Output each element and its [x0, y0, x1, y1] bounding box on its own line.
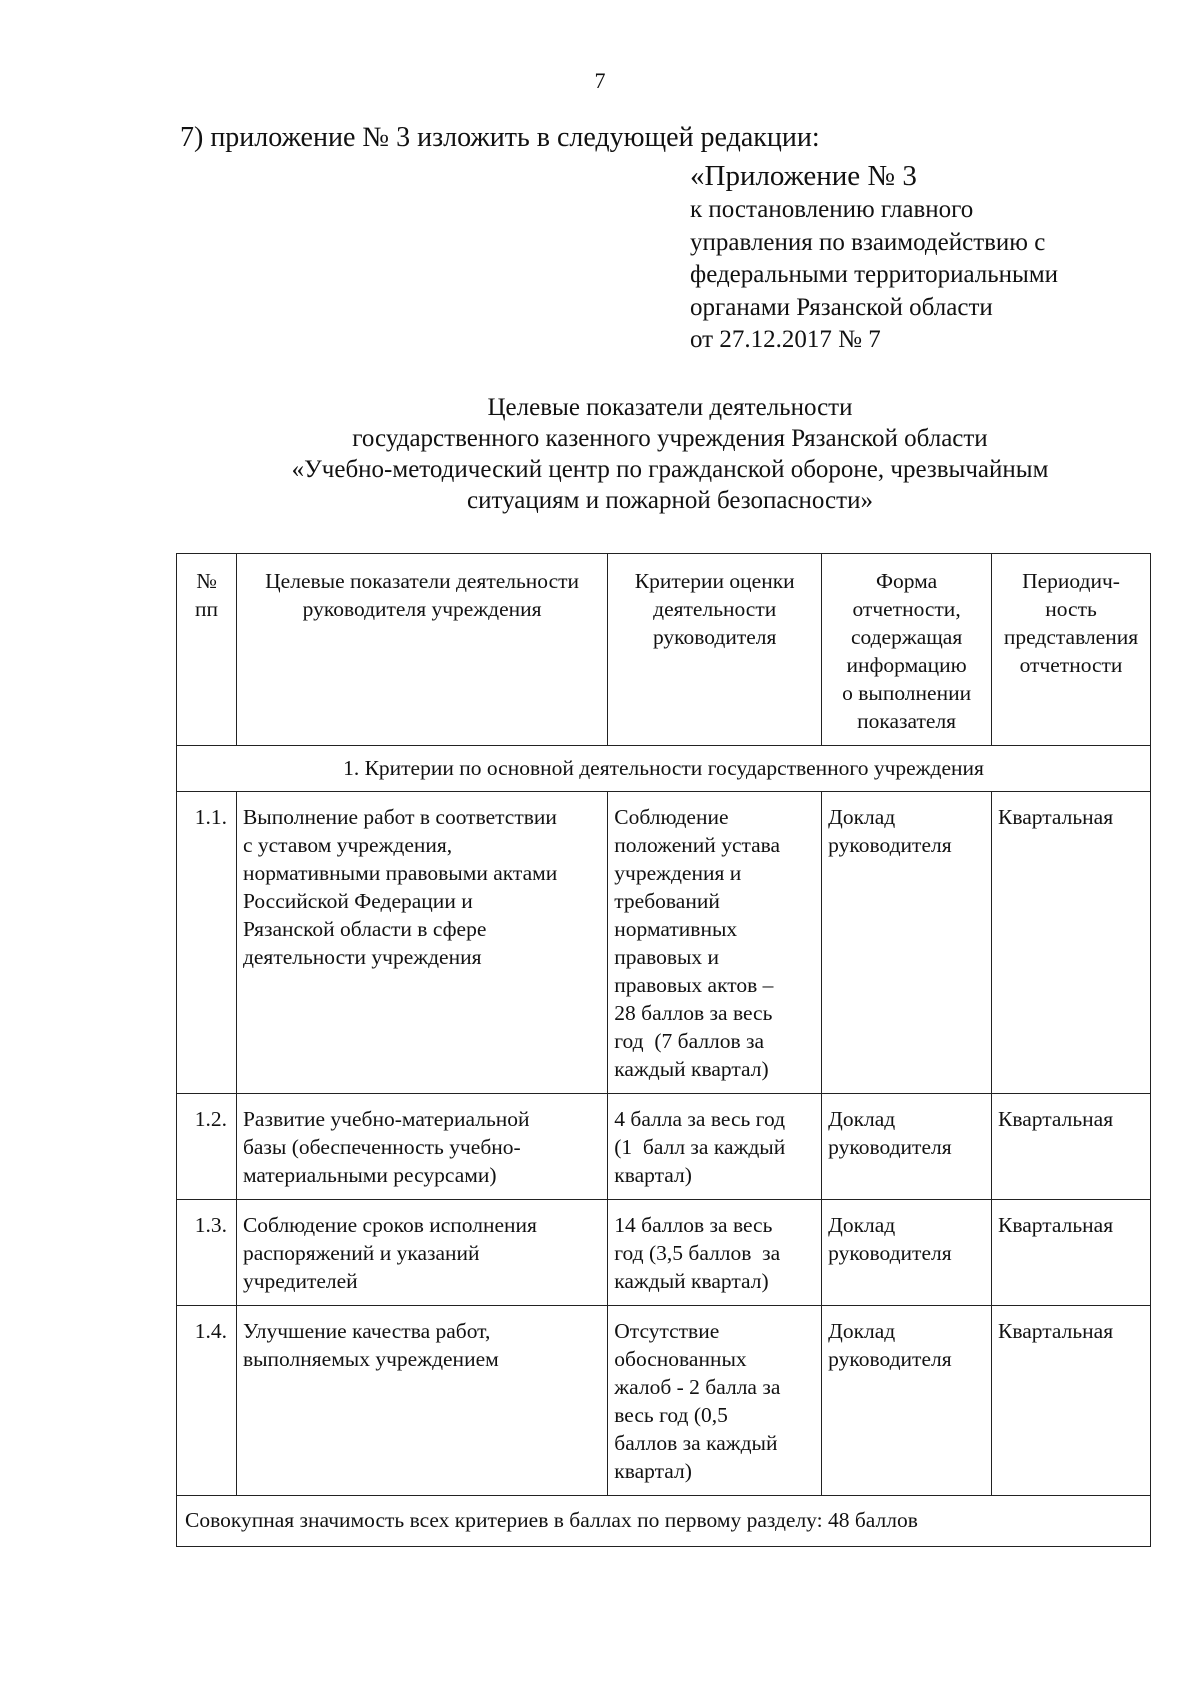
row-criteria: 4 балла за весь год (1 балл за каждый квартал) [608, 1094, 822, 1200]
page-number: 7 [594, 68, 606, 93]
row-periodicity: Квартальная [992, 792, 1151, 1094]
header-criteria: Критерии оценки деятельности руководителя [608, 554, 822, 746]
table-row [177, 1200, 1151, 1306]
row-indicator: Соблюдение сроков исполнения распоряжений и указаний учредителей [236, 1200, 607, 1306]
header-num: № пп [177, 554, 237, 746]
header-indicator: Целевые показатели деятельности руководителя учреждения [236, 554, 607, 746]
header-report-form: Форма отчетности, содержащая информацию о выполнении показателя [822, 554, 992, 746]
indicators-table [176, 553, 1151, 1547]
row-criteria: 14 баллов за весь год (3,5 баллов за каждый квартал) [608, 1200, 822, 1306]
row-number: 1.4. [177, 1306, 237, 1496]
row-number: 1.1. [177, 792, 237, 1094]
row-periodicity: Квартальная [992, 1200, 1151, 1306]
appendix-line: федеральными территориальными [690, 261, 1059, 288]
heading-line: государственного казенного учреждения Рязанской области [352, 425, 988, 452]
heading-line: ситуациям и пожарной безопасности» [467, 487, 873, 514]
amendment-intro: 7) приложение № 3 изложить в следующей редакции: [180, 122, 820, 153]
row-criteria: Соблюдение положений устава учреждения и требований нормативных правовых и правовых актов – 28 баллов за весь год (7 баллов за каждый квартал) [608, 792, 822, 1094]
row-report-form: Доклад руководителя [822, 1094, 992, 1200]
row-periodicity: Квартальная [992, 1306, 1151, 1496]
appendix-line: управления по взаимодействию с [690, 228, 1046, 256]
row-indicator: Улучшение качества работ, выполняемых учреждением [236, 1306, 607, 1496]
row-indicator: Развитие учебно-материальной базы (обеспеченность учебно- материальными ресурсами) [236, 1094, 607, 1200]
heading-line: Целевые показатели деятельности [487, 394, 853, 421]
total-score: Совокупная значимость всех критериев в баллах по первому разделу: 48 баллов [177, 1496, 1151, 1547]
section-title: 1. Критерии по основной деятельности государственного учреждения [177, 746, 1151, 792]
row-indicator: Выполнение работ в соответствии с уставом учреждения, нормативными правовыми актами Российской Федерации и Рязанской области в сфере деятельности учреждения [236, 792, 607, 1094]
section-row [177, 746, 1151, 792]
row-report-form: Доклад руководителя [822, 1306, 992, 1496]
appendix-line: к постановлению главного [690, 196, 974, 223]
appendix-line: органами Рязанской области [690, 293, 993, 321]
row-criteria: Отсутствие обоснованных жалоб - 2 балла за весь год (0,5 баллов за каждый квартал) [608, 1306, 822, 1496]
document-heading [170, 392, 1170, 516]
table-row [177, 1306, 1151, 1496]
table-row [177, 1094, 1151, 1200]
row-periodicity: Квартальная [992, 1094, 1151, 1200]
row-number: 1.3. [177, 1200, 237, 1306]
table-header-row [177, 554, 1151, 746]
appendix-reference [690, 158, 1058, 357]
heading-line: «Учебно-методический центр по гражданской обороне, чрезвычайным [291, 456, 1049, 483]
header-periodicity: Периодич- ность представления отчетности [992, 554, 1151, 746]
appendix-title: «Приложение № 3 [690, 160, 917, 192]
row-report-form: Доклад руководителя [822, 792, 992, 1094]
total-row [177, 1496, 1151, 1547]
appendix-line: от 27.12.2017 № 7 [690, 326, 881, 353]
row-report-form: Доклад руководителя [822, 1200, 992, 1306]
table-row [177, 792, 1151, 1094]
row-number: 1.2. [177, 1094, 237, 1200]
